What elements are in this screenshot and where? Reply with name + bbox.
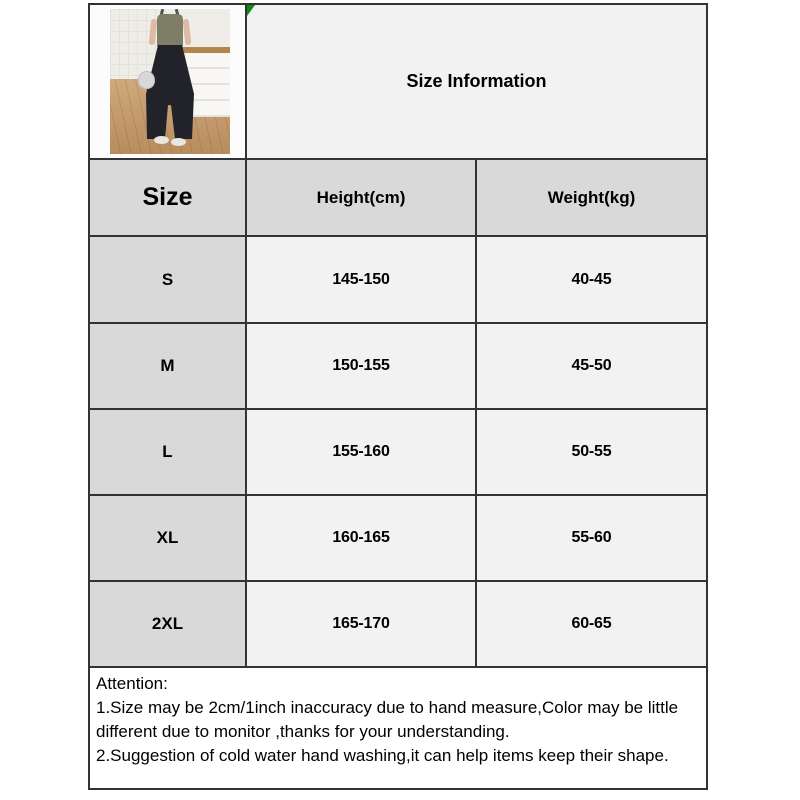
page-title: Size Information <box>406 71 547 91</box>
column-header-row <box>90 160 706 237</box>
photo-sneaker <box>154 136 169 144</box>
table-row-m <box>90 324 706 410</box>
height-cell: 150-155 <box>247 324 477 408</box>
size-cell: S <box>90 237 247 322</box>
title-cell <box>247 5 706 158</box>
size-cell: M <box>90 324 247 408</box>
table-header-band <box>90 5 706 160</box>
size-cell: L <box>90 410 247 494</box>
photo-model-arm <box>183 19 192 45</box>
weight-cell: 55-60 <box>477 496 706 580</box>
green-corner-marker-icon <box>247 5 255 16</box>
attention-note-2: 2.Suggestion of cold water hand washing,it can help items keep their shape. <box>96 746 669 765</box>
column-header-weight: Weight(kg) <box>477 160 706 235</box>
size-chart-table <box>88 3 708 790</box>
column-header-size: Size <box>90 160 247 235</box>
photo-model-top <box>157 14 183 47</box>
photo-sneaker <box>171 138 186 146</box>
table-row-l <box>90 410 706 496</box>
column-header-height: Height(cm) <box>247 160 477 235</box>
attention-label: Attention: <box>96 674 168 693</box>
table-row-s <box>90 237 706 324</box>
product-photo <box>110 9 230 154</box>
table-row-xl <box>90 496 706 582</box>
size-cell: XL <box>90 496 247 580</box>
weight-cell: 40-45 <box>477 237 706 322</box>
height-cell: 155-160 <box>247 410 477 494</box>
attention-notes <box>90 668 706 788</box>
product-photo-cell <box>90 5 247 158</box>
weight-cell: 50-55 <box>477 410 706 494</box>
attention-note-1: 1.Size may be 2cm/1inch inaccuracy due to hand measure,Color may be little different due to monitor ,thanks for your understanding. <box>96 698 679 741</box>
table-row-2xl <box>90 582 706 668</box>
photo-handbag <box>138 71 155 89</box>
height-cell: 145-150 <box>247 237 477 322</box>
height-cell: 165-170 <box>247 582 477 666</box>
size-cell: 2XL <box>90 582 247 666</box>
height-cell: 160-165 <box>247 496 477 580</box>
weight-cell: 45-50 <box>477 324 706 408</box>
weight-cell: 60-65 <box>477 582 706 666</box>
